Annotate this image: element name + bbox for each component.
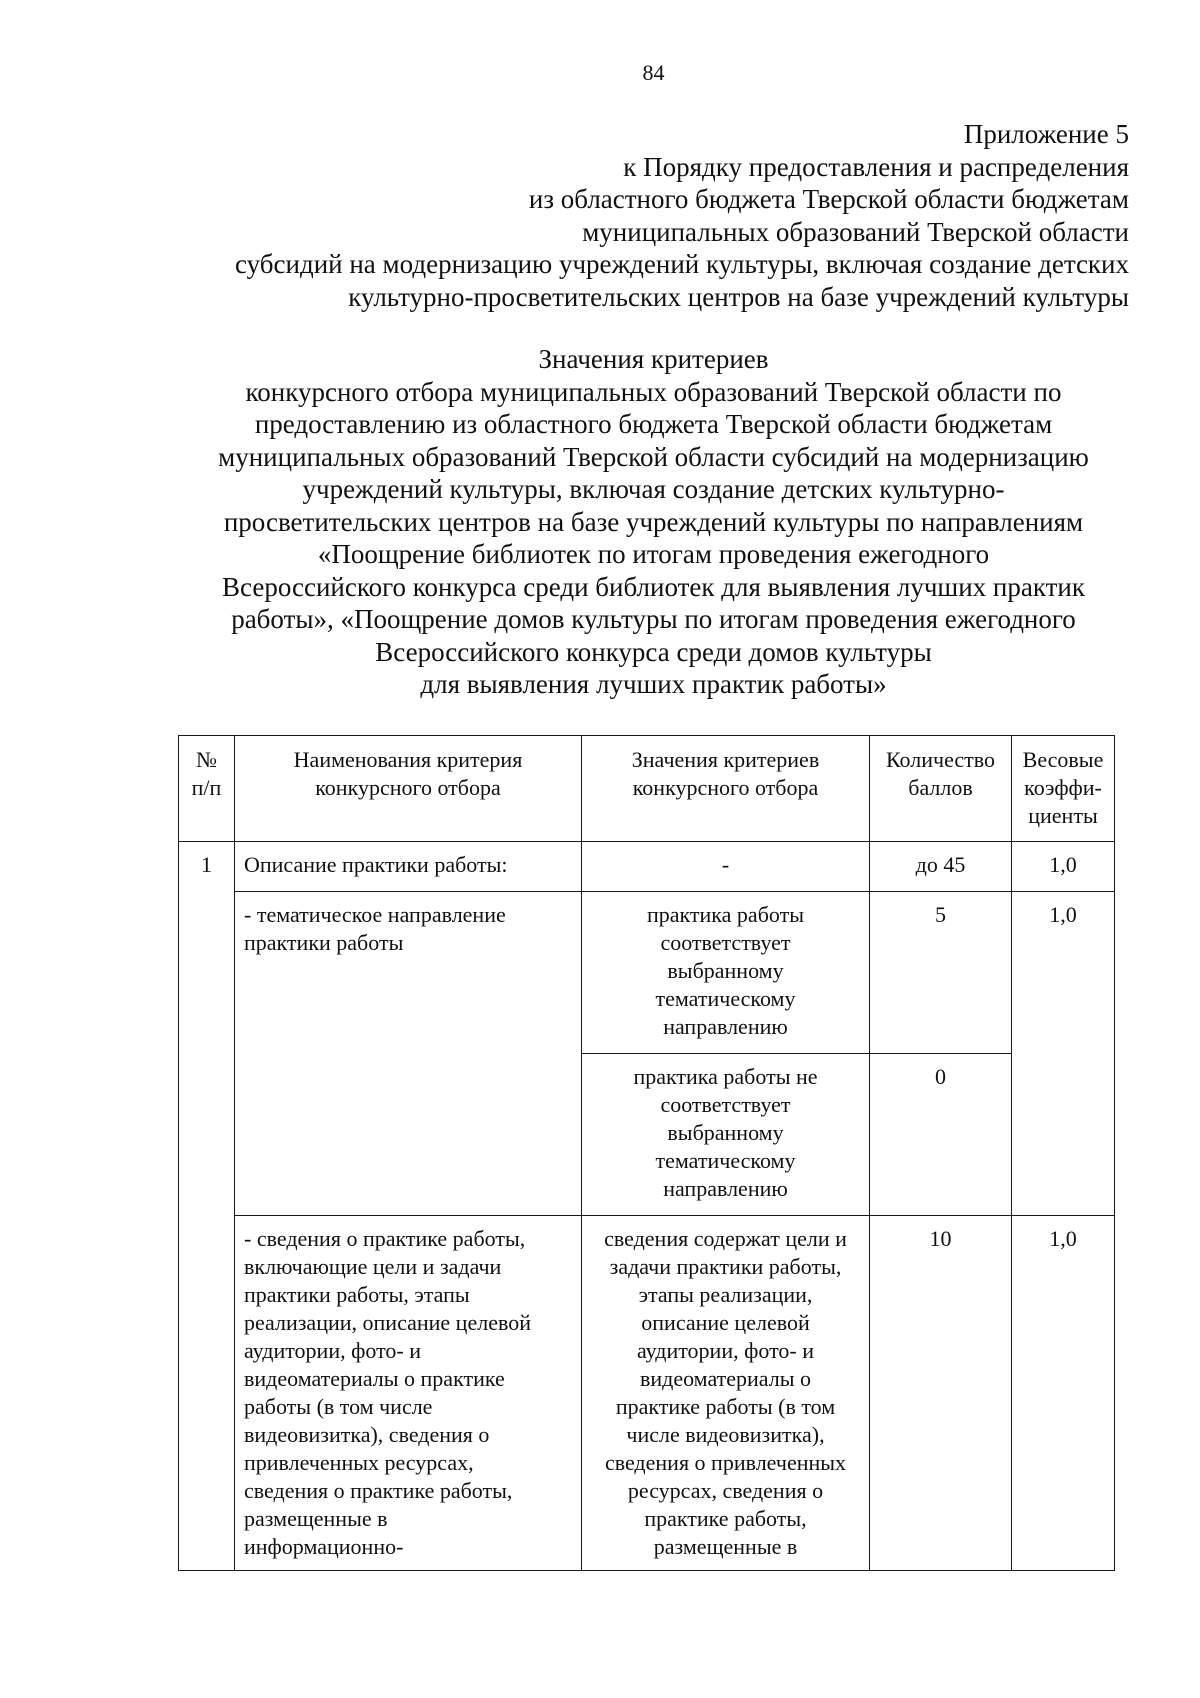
title-line: работы», «Поощрение домов культуры по итогам проведения ежегодного xyxy=(231,604,1076,634)
criterion-score: до 45 xyxy=(870,842,1012,892)
cell-line: практики работы, этапы xyxy=(244,1282,470,1307)
appendix-heading xyxy=(235,118,1129,313)
cell-line: - тематическое направление xyxy=(244,902,506,927)
table-row xyxy=(179,842,1115,892)
cell-line: размещенные в xyxy=(244,1506,388,1531)
criterion-value: - xyxy=(582,842,870,892)
cell-line: - сведения о практике работы, xyxy=(244,1226,526,1251)
cell-line: задачи практики работы, xyxy=(609,1254,842,1279)
cell-line: практика работы xyxy=(646,902,804,927)
header-text: баллов xyxy=(908,775,973,800)
header-text: Наименования критерия xyxy=(293,747,523,772)
table-header-row xyxy=(179,736,1115,842)
criterion-value xyxy=(582,892,870,1054)
cell-line: практика работы не xyxy=(633,1064,818,1089)
cell-line: практике работы, xyxy=(644,1506,807,1531)
table-row xyxy=(179,892,1115,1054)
title-line: конкурсного отбора муниципальных образований Тверской области по xyxy=(245,376,1062,407)
page-number: 84 xyxy=(642,60,665,85)
cell-line: сведения содержат цели и xyxy=(604,1226,847,1251)
criteria-table xyxy=(178,735,1115,1571)
criterion-score: 10 xyxy=(870,1216,1012,1571)
appendix-line: субсидий на модернизацию учреждений культуры, включая создание детских xyxy=(235,249,1129,279)
cell-line: сведения о практике работы, xyxy=(244,1478,513,1503)
title-line: Значения критериев xyxy=(538,344,769,374)
appendix-line: Приложение 5 xyxy=(963,119,1129,149)
cell-line: направлению xyxy=(663,1014,788,1039)
header-num xyxy=(179,736,235,842)
cell-line: практике работы (в том xyxy=(615,1394,836,1419)
header-text: № xyxy=(196,747,217,772)
cell-line: тематическому xyxy=(655,1148,796,1173)
header-weight xyxy=(1012,736,1115,842)
cell-line: ресурсах, сведения о xyxy=(627,1478,824,1503)
cell-line: включающие цели и задачи xyxy=(244,1254,502,1279)
title-line: муниципальных образований Тверской области субсидий на модернизацию xyxy=(218,441,1089,472)
cell-line: работы (в том числе xyxy=(244,1394,433,1419)
criterion-value xyxy=(582,1054,870,1216)
appendix-line: культурно-просветительских центров на базе учреждений культуры xyxy=(348,281,1129,312)
criterion-weight: 1,0 xyxy=(1012,842,1115,892)
header-text: конкурсного отбора xyxy=(315,775,501,800)
criterion-weight: 1,0 xyxy=(1012,892,1115,1216)
criterion-name xyxy=(235,892,582,1216)
cell-line: числе видеовизитка), xyxy=(626,1422,825,1447)
document-title xyxy=(0,343,1200,701)
header-text: Весовые xyxy=(1022,747,1104,772)
cell-line: видеоматериалы о практике xyxy=(244,1366,505,1391)
cell-line: привлеченных ресурсах, xyxy=(244,1450,474,1475)
cell-line: выбранному xyxy=(667,1120,784,1145)
criterion-value xyxy=(582,1216,870,1571)
cell-line: соответствует xyxy=(660,930,791,955)
header-text: п/п xyxy=(191,775,222,800)
criterion-name: Описание практики работы: xyxy=(235,842,582,892)
appendix-line: к Порядку предоставления и распределения xyxy=(623,151,1129,182)
cell-line: соответствует xyxy=(660,1092,791,1117)
criterion-weight: 1,0 xyxy=(1012,1216,1115,1571)
cell-line: описание целевой xyxy=(641,1310,810,1335)
criterion-score: 5 xyxy=(870,892,1012,1054)
criterion-name xyxy=(235,1216,582,1571)
cell-line: направлению xyxy=(663,1176,788,1201)
cell-line: этапы реализации, xyxy=(638,1282,813,1307)
row-number: 1 xyxy=(179,842,235,1571)
header-text: Количество xyxy=(885,747,996,772)
title-line: «Поощрение библиотек по итогам проведения ежегодного xyxy=(317,539,990,569)
title-line: Всероссийского конкурса среди библиотек для выявления лучших практик xyxy=(222,571,1085,602)
cell-line: размещенные в xyxy=(653,1534,798,1559)
appendix-line: из областного бюджета Тверской области бюджетам xyxy=(528,184,1129,214)
criterion-score: 0 xyxy=(870,1054,1012,1216)
header-text: коэффи- xyxy=(1024,775,1102,800)
cell-line: видеоматериалы о xyxy=(639,1366,812,1391)
cell-line: практики работы xyxy=(244,930,404,955)
table-row xyxy=(179,1216,1115,1571)
cell-line: аудитории, фото- и xyxy=(637,1338,814,1363)
cell-line: тематическому xyxy=(655,986,796,1011)
cell-line: выбранному xyxy=(667,958,784,983)
title-line: учреждений культуры, включая создание детских культурно- xyxy=(302,474,1005,504)
cell-line: видеовизитка), сведения о xyxy=(244,1422,490,1447)
header-text: конкурсного отбора xyxy=(632,775,819,800)
title-line: Всероссийского конкурса среди домов культуры xyxy=(375,636,932,667)
appendix-line: муниципальных образований Тверской области xyxy=(582,216,1129,247)
cell-line: сведения о привлеченных xyxy=(604,1450,847,1475)
title-line: для выявления лучших практик работы» xyxy=(420,669,887,699)
header-value xyxy=(582,736,870,842)
cell-line: реализации, описание целевой xyxy=(244,1310,531,1335)
title-line: просветительских центров на базе учреждений культуры по направлениям xyxy=(223,506,1084,537)
header-text: циенты xyxy=(1028,803,1098,828)
title-line: предоставлению из областного бюджета Тверской области бюджетам xyxy=(254,409,1053,439)
header-score xyxy=(870,736,1012,842)
cell-line: информационно- xyxy=(244,1534,404,1559)
cell-line: аудитории, фото- и xyxy=(244,1338,421,1363)
header-name xyxy=(235,736,582,842)
header-text: Значения критериев xyxy=(631,747,820,772)
